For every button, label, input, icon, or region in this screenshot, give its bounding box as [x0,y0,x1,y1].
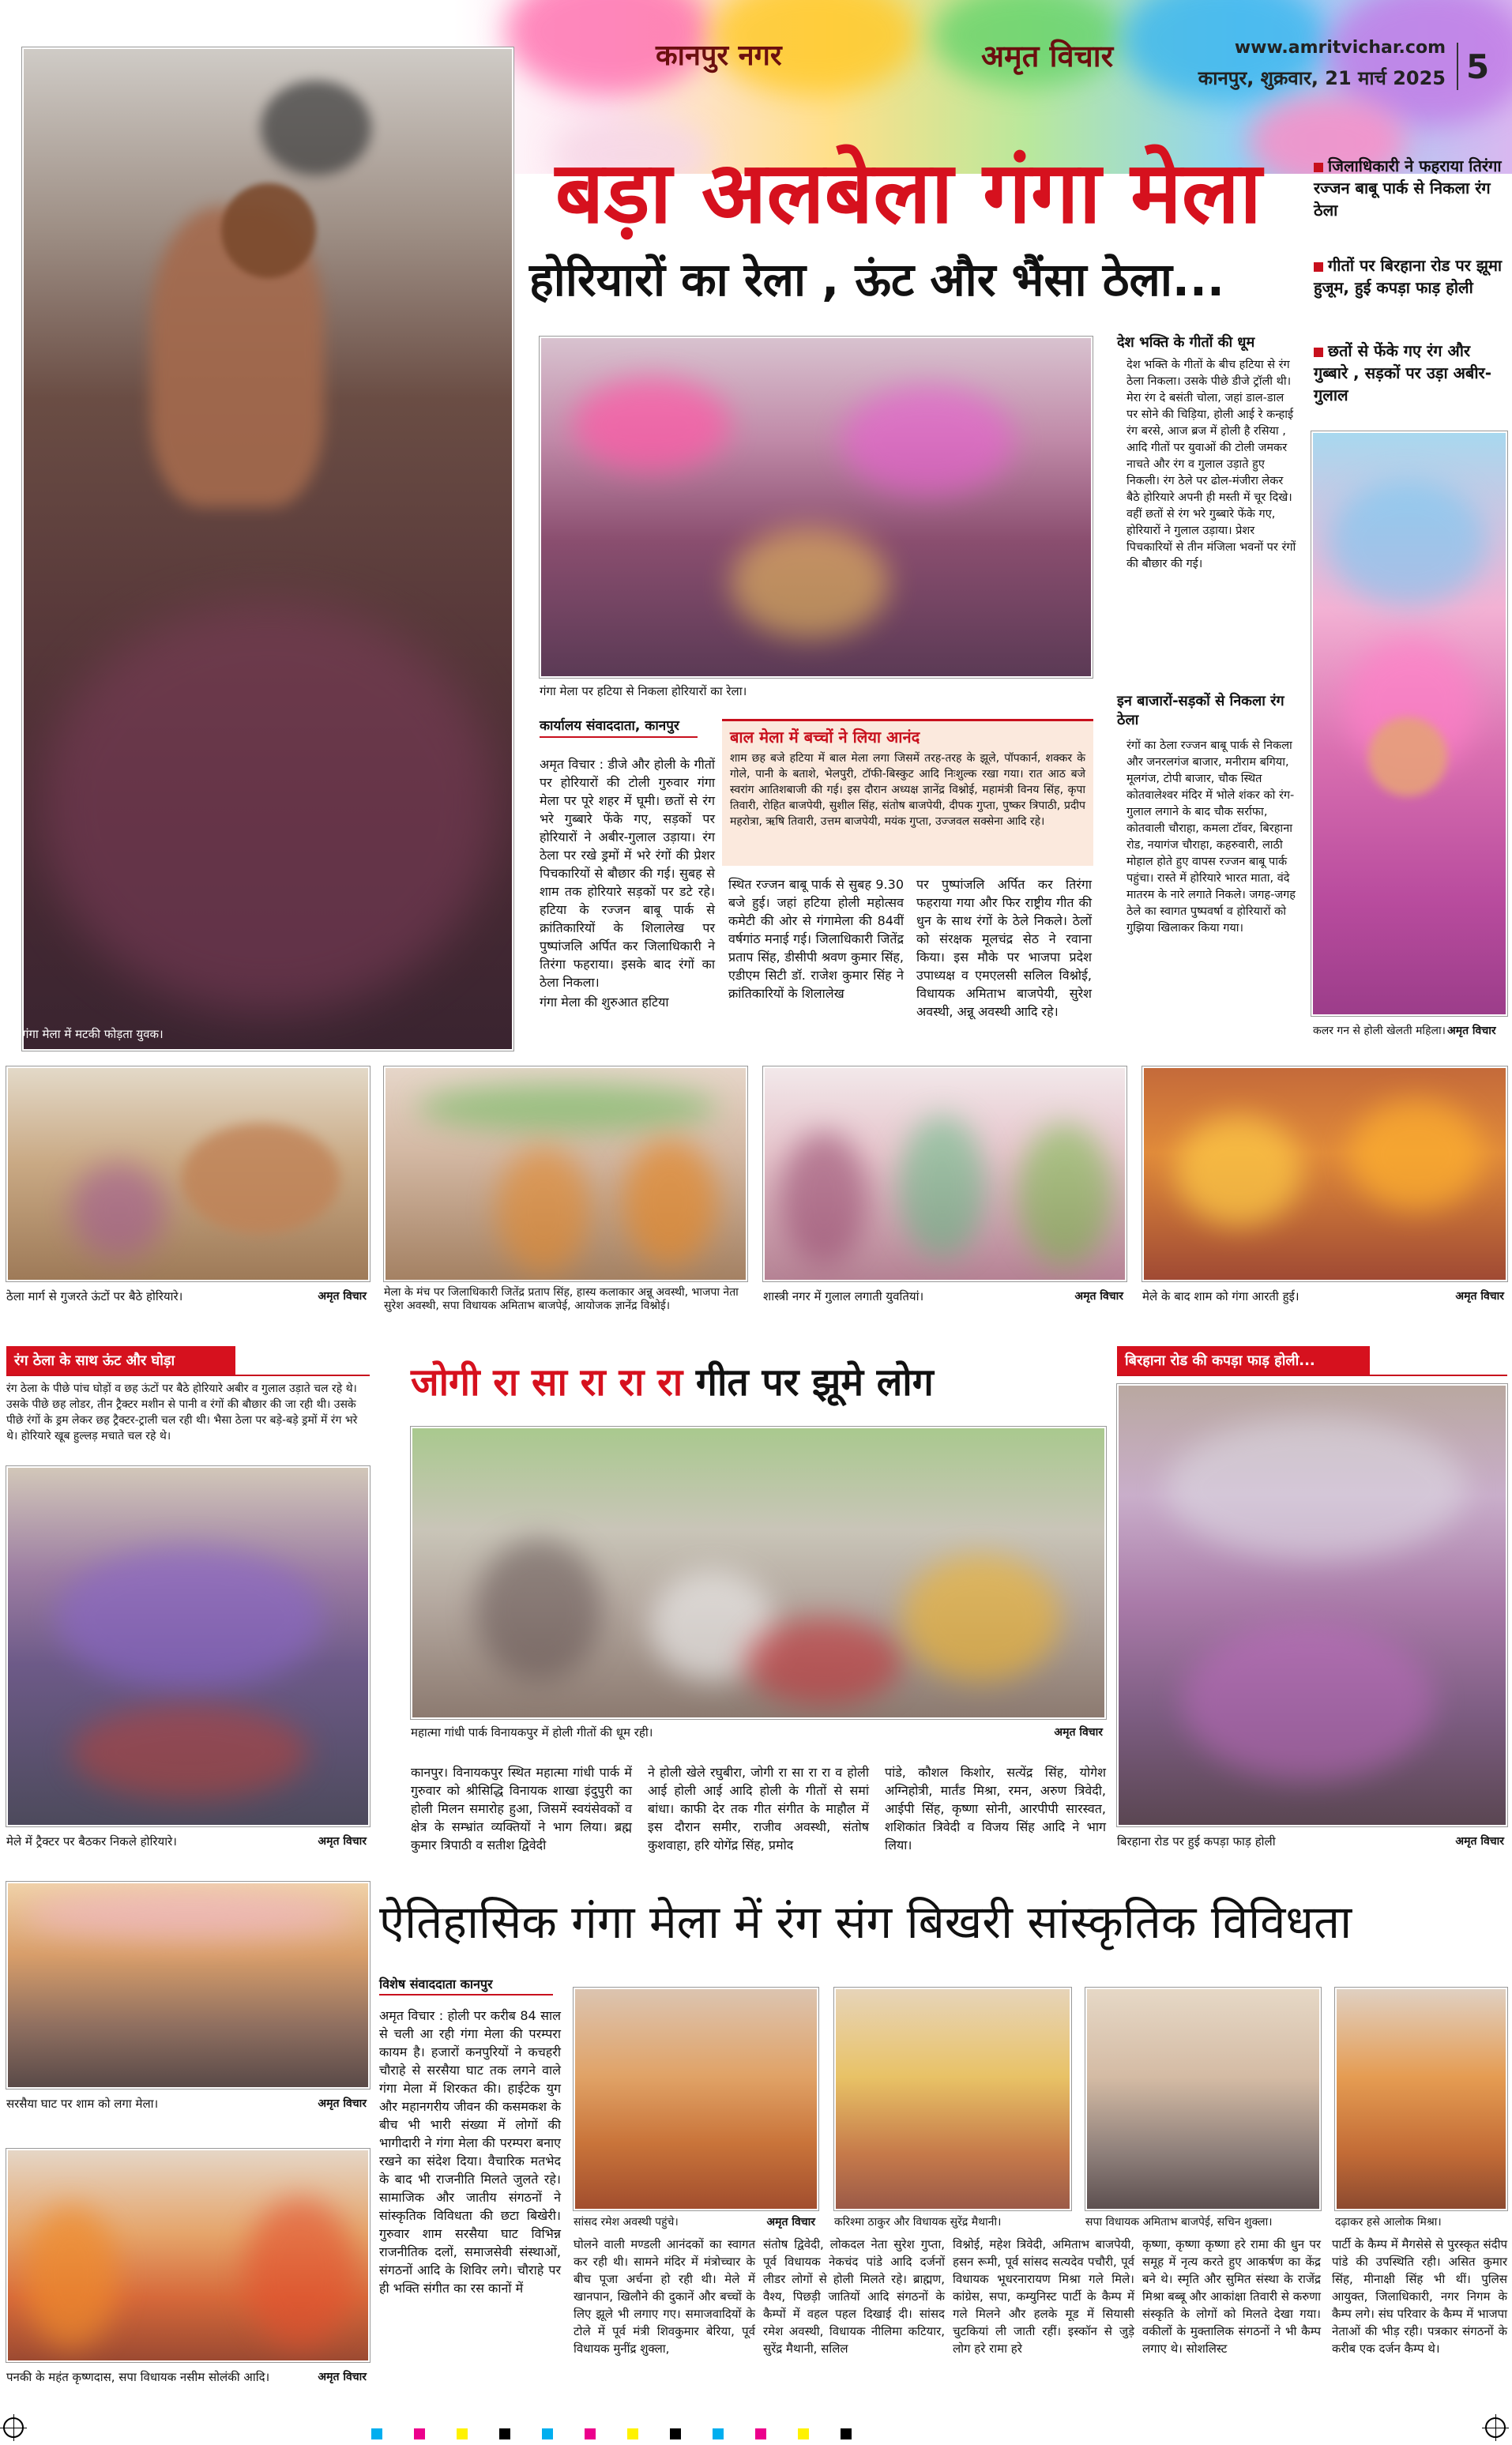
cultural-col6: पार्टी के कैम्प में मैगसेसे से पुरस्कृत संदीप पांडे की उपस्थिति रही। असित कुमार सिंह, मीनाक्षी सिंह भी थीं। पुलिस आयुक्त, जिलाधिकारी, नगर निगम के कैम्प लगे। संघ परिवार के कैम्प में भाजपा नेताओं की भीड़ रही। पत्रकार संगठनों के करीब एक दर्जन कैम्प थे। [1332,2237,1507,2356]
woman-photo-caption: कलर गन से होली खेलती महिला। [1313,1025,1446,1037]
lead-body-col2: स्थित रज्जन बाबू पार्क से सुबह 9.30 बजे हुई। जहां हटिया होली महोत्सव कमेटी की ओर से गंगामेला की 84वीं वर्षगांठ मनाई गई। जिलाधिकारी जितेंद्र प्रताप सिंह, डीसीपी श्रवण कुमार सिंह, एडीएम सिटी डॉ. राजेश कुमार सिंह ने क्रांतिकारियों के शिलालेख [728,877,904,1001]
kids-box-title: बाल मेला में बच्चों ने लिया आनंद [730,728,920,747]
cultural-headline: ऐतिहासिक गंगा मेला में रंग संग बिखरी सांस्कृतिक विविधता [379,1895,1352,1949]
karishma-photo [834,1988,1071,2210]
jogi-col1: कानपुर। विनायकपुर स्थित महात्मा गांधी पार्क में गुरुवार को श्रीसिद्धि विनायक शाखा इंदुपुरी का होली मिलन समारोह हुआ, जिसमें स्वयंसेवकों व क्षेत्र के सम्भ्रांत व्यक्तियों ने भाग लिया। ब्रह्म कुमार त्रिपाठी व सतीश द्विवेदी [411,1765,632,1853]
woman-photo-credit: अमृत विचार [1447,1025,1496,1037]
strip-caption-1: ठेला मार्ग से गुजरते ऊंटों पर बैठे होरियारे। अमृत विचार [6,1289,367,1303]
jogi-photo [411,1427,1106,1719]
website-url[interactable]: www.amritvichar.com [1234,38,1446,58]
song-column: देश भक्ति के गीतों के बीच हटिया से रंग ठेला निकला। उसके पीछे डीजे ट्रॉली थी। मेरा रंग दे बसंती चोला, जहां डाल-डाल पर सोने की चिड़िया, होली आई रे कन्हाई रंग बरसे, आज ब्रज में होली है रसिया , आदि गीतों पर युवाओं की टोली जमकर नाचते और रंग व गुलाल उड़ाते हुए निकली। रंग ठेले पर ढोल-मंजीरा लेकर बैठे होरियारे अपनी ही मस्ती में चूर दिखे। वहीं छतों से रंग भरे गुब्बारे फेंके गए, होरियारों ने गुलाल उड़ाया। प्रेशर पिचकारियों से तीन मंजिला भवनों पर रंगों की बौछार की गई। [1126,359,1296,570]
registration-mark-icon [3,2417,24,2438]
cultural-col3: संतोष द्विवेदी, लोकदल नेता सुरेश गुप्ता, पूर्व विधायक नेकचंद पांडे आदि दर्जनों लीडर लोगों से होली मिलते रहे। ब्राह्मण, वैश्य, पिछड़ी जातियों आदि संगठनों के कैम्पों में वहल पहल दिखाई दी। सांसद रमेश अवस्थी, विधायक नीलिमा कटियार, सुरेंद्र मैथानी, सलिल [763,2237,945,2356]
jogi-col3: पांडे, कौशल किशोर, सत्येंद्र सिंह, योगेश अग्निहोत्री, मार्तंड मिश्रा, रमन, अरुण त्रिवेदी, आईपी सिंह, कृष्णा सोनी, आरपीपी सारस्वत, शशिकांत त्रिवेदी व विजय सिंह आदि ने भाग लिया। [885,1765,1106,1853]
sarsaiya-ghat-photo [6,1882,370,2089]
cultural-col5: कृष्णा, कृष्णा कृष्णा हरे रामा की धुन पर समूह में नृत्य करते हुए आकर्षण का केंद्र बने थे। स्मृति और सुमित संस्था के राजेंद्र मिश्रा बब्बू और आकांक्षा तिवारी से करुणा संस्कृति के लोगों को मिलते देखा गया। वकीलों के मुक्तालिक संगठनों ने भी कैम्प लगाए थे। सोशलिस्ट [1142,2237,1321,2356]
bullet-square-icon [1314,262,1323,272]
lead-subheadline: होरियारों का रेला , ऊंट और भैंसा ठेला... [529,253,1224,307]
aarti-photo [1142,1066,1507,1281]
cultural-byline-rule [379,1994,553,1995]
lead-headline: बड़ा अलबेला गंगा मेला [555,144,1262,243]
market-column: रंगों का ठेला रज्जन बाबू पार्क से निकला और जनरलगंज बाजार, मनीराम बगिया, मूलगंज, टोपी बाजार, चौक स्थित कोतवालेश्वर मंदिर में भोले शंकर को रंग-गुलाल लगाने के बाद चौक सर्राफा, कोतवाली चौराहा, कमला टॉवर, बिरहाना रोड, नयागंज चौराहा, कहरुवारी, लाठी मोहाल होते हुए वापस रज्जन बाबू पार्क पहुंचा। रास्ते में होरियारे भारत माता, वंदे मातरम के नारे लगाते निकले। जगह-जगह ठेले का स्वागत पुष्पवर्षा व होरियारों को गुझिया खिलाकर किया गया। [1126,739,1296,935]
strip-caption-3: शास्त्री नगर में गुलाल लगाती युवतियां। अमृत विचार [763,1289,1123,1303]
tractor-caption: मेले में ट्रैक्टर पर बैठकर निकले होरियारे। अमृत विचार [6,1834,367,1849]
strip-caption-4: मेले के बाद शाम को गंगा आरती हुई। अमृत विचार [1142,1289,1504,1303]
alok-mishra-photo [1335,1988,1507,2210]
cultural-col4: विश्नोई, महेश त्रिवेदी, अमिताभ बाजपेयी, हसन रूमी, पूर्व सांसद सत्यदेव पचौरी, पूर्व विधायक भूधरनारायण मिश्रा गले मिले। कांग्रेस, सपा, कम्युनिस्ट पार्टी के कैम्प में गले मिलने और हलके मूड में सियासी चुटकियां ली जाती रहीं। इस्कॉन से जुड़े लोग हरे रामा हरे [953,2237,1134,2356]
sapa-vidhayak-photo [1085,1988,1321,2210]
section-name: कानपुर नगर [656,39,782,72]
birhana-title-rule [1117,1375,1507,1376]
cultural-byline: विशेष संवाददाता कानपुर [379,1977,493,1992]
birhana-title: बिरहाना रोड की कपड़ा फाड़ होली... [1117,1346,1370,1375]
sarsaiya-caption: सरसैया घाट पर शाम को लगा मेला। अमृत विचार [6,2097,367,2111]
camel-story-text: रंग ठेला के पीछे पांच घोड़ों व छह ऊंटों पर बैठे होरियारे अबीर व गुलाल उड़ाते चल रहे थे। उसके पीछे छह लोडर, तीन ट्रैक्टर मशीन से पानी व रंगों की बौछार की जा रही थी। उसके पीछे रंगों के ड्रम लेकर छह ट्रैक्टर-ट्राली चल रही थी। भैसा ठेला पर बड़े-बड़े ड्रमों में रंग भरे थे। होरियारे खूब हुल्लड़ मचाते चल रहे थे। [6,1382,358,1443]
birhana-photo [1117,1384,1507,1826]
lead-byline: कार्यालय संवाददाता, कानपुर [540,718,679,734]
photo-caption-karishma: करिश्मा ठाकुर और विधायक सुरेंद्र मैथानी। [834,2216,1002,2229]
camel-photo [6,1066,370,1281]
camel-title-rule [6,1375,370,1376]
crowd-photo [540,337,1093,678]
jogi-caption: महात्मा गांधी पार्क विनायकपुर में होली गीतों की धूम रही। अमृत विचार [411,1725,1103,1740]
photo-caption-alok: दढ़ाकर हसे आलोक मिश्रा। [1335,2216,1442,2229]
lead-body-col3: पर पुष्पांजलि अर्पित कर तिरंगा फहराया गया और फिर राष्ट्रीय गीत की धुन के साथ रंगों के ठेले निकले। ठेलों को संरक्षक मूलचंद्र सेठ ने रवाना किया। इस मौके पर भाजपा प्रदेश उपाध्यक्ष व एमएलसी सलिल विश्नोई, विधायक अमिताभ बाजपेयी, सुरेश अवस्थी, अन्नू अवस्थी आदि रहे। [916,877,1092,1019]
kids-box [722,719,1093,866]
bullet-square-icon [1314,348,1323,357]
color-bar-strip [371,2428,1145,2439]
cultural-col2: घोलने वाली मण्डली आनंदकों का स्वागत कर रही थी। सामने मंदिर में मंत्रोच्चार के बीच पूजा अर्चना हो रही थी। मेले में खानपान, खिलौने की दुकानें और बच्चों के लिए झूले भी लगाए गए। समाजवादियों के टोले में पूर्व मंत्री शिवकुमार बेरिया, पूर्व विधायक मुनींद्र शुक्ला, [574,2237,755,2356]
market-subhead: इन बाजारों-सड़कों से निकला रंग ठेला [1117,693,1284,728]
registration-mark-icon [1485,2417,1506,2438]
birhana-caption: बिरहाना रोड पर हुई कपड़ा फाड़ होली अमृत विचार [1117,1834,1504,1849]
mahant-caption: पनकी के महंत कृष्णदास, सपा विधायक नसीम सोलंकी आदि। अमृत विचार [6,2370,367,2384]
lead-body-col1: अमृत विचार : डीजे और होली के गीतों पर होरियारों की टोली गुरुवार गंगा मेला पर पूरे शहर में घूमी। छतों से रंग भरे गुब्बारे फेंके गए, सड़कों पर होरियारों ने अबीर-गुलाल उड़ाया। रंग ठेला पर रखे ड्रमों में भरे रंगों की प्रेशर पिचकारियों से बौछार की गई। सुबह से शाम तक होरियारे सड़कों पर डटे रहे। हटिया के रज्जन बाबू पार्क से क्रांतिकारियों के शिलालेख पर पुष्पांजलि अर्पित कर जिलाधिकारी ने तिरंगा फहराया। इसके बाद रंगों का ठेला निकला। गंगा मेला की शुरुआत हटिया [540,757,715,1010]
bullet-square-icon [1314,163,1323,172]
sidebar-bullet-3: छतों से फेंके गए रंग और गुब्बारे , सड़कों पर उड़ा अबीर-गुलाल [1314,341,1491,404]
jogi-headline: जोगी रा सा रा रा रा गीत पर झूमे लोग [411,1360,934,1405]
jogi-col2: ने होली खेले रघुबीरा, जोगी रा सा रा रा व होली आई होली आई आदि होली के गीतों से समां बांधा। काफी देर तक गीत संगीत के माहौल में इस दौरान समीर, राजीव अवस्थी, संतोष कुशवाहा, हरि योगेंद्र सिंह, प्रमोद [648,1765,869,1853]
strip-caption-2: मेला के मंच पर जिलाधिकारी जितेंद्र प्रताप सिंह, हास्य कलाकार अन्नू अवस्थी, भाजपा नेता सुरेश अवस्थी, सपा विधायक अमिताभ बाजपेई, आयोजक ज्ञानेंद्र विश्नोई। [384,1286,739,1312]
kids-box-text: शाम छह बजे हटिया में बाल मेला लगा जिसमें तरह-तरह के झूले, पॉपकार्न, शक्कर के गोले, पानी के बताशे, भेलपुरी, टॉफी-बिस्कुट आदि निःशुल्क रखा गया। रात आठ बजे स्वरांग आतिशबाजी की गई। इस दौरान अध्यक्ष ज्ञानेंद्र विश्नोई, महामंत्री विनय सिंह, कृपा तिवारी, रोहित बाजपेयी, सुशील सिंह, संतोष बाजपेयी, दीपक गुप्ता, पुष्कर त्रिपाठी, प्रदीप महरोत्रा, ऋषि तिवारी, उत्तम बाजपेयी, मयंक गुप्ता, उज्जवल सक्सेना आदि रहे। [730,752,1085,828]
byline-rule [540,736,698,738]
page-number: 5 [1466,47,1490,86]
cultural-col1: अमृत विचार : होली पर करीब 84 साल से चली आ रही गंगा मेला की परम्परा कायम है। हजारों कनपुरियों ने कचहरी चौराहे से सरसैया घाट तक लगने वाले गंगा मेला में शिरकत की। हाईटेक युग और महानगरीय जीवन की कसमकश के बीच भी भारी संख्या में लोगों की भागीदारी ने गंगा मेला की परम्परा बनाए रखने का संदेश दिया। वैचारिक मतभेद के बाद भी राजनीति मिलते जुलते रहे। सामाजिक और जातीय संगठनों ने सांस्कृतिक विविधता की छटा बिखेरी। गुरुवार शाम सरसैया घाट विभिन्न राजनीतिक दलों, समाजसेवी संस्थाओं, संगठनों आदि के शिविर लगे। चौराहे पर ही भक्ति संगीत का रस कानों में [379,2008,561,2296]
paper-name: अमृत विचार [981,39,1114,73]
color-gun-woman-photo [1311,431,1507,1016]
stage-photo [384,1066,747,1281]
header-divider [1457,43,1458,90]
crowd-photo-caption: गंगा मेला पर हटिया से निकला होरियारों का रेला। [540,684,747,698]
sansad-photo [574,1988,818,2210]
camel-story-title: रंग ठेला के साथ ऊंट और घोड़ा [6,1346,235,1375]
girls-gulal-photo [763,1066,1126,1281]
sidebar-bullet-1: जिलाधिकारी ने फहराया तिरंगा रज्जन बाबू पार्क से निकला रंग ठेला [1314,156,1502,220]
sidebar-bullet-2: गीतों पर बिरहाना रोड पर झूमा हुजूम, हुई कपड़ा फाड़ होली [1314,256,1503,297]
dateline: कानपुर, शुक्रवार, 21 मार्च 2025 [1198,67,1446,89]
song-subhead: देश भक्ति के गीतों की धूम [1117,334,1255,351]
matka-photo [22,47,513,1051]
photo-caption-sansad: सांसद रमेश अवस्थी पहुंचे। अमृत विचार [574,2216,815,2229]
mahant-photo [6,2149,370,2362]
matka-photo-caption: गंगा मेला में मटकी फोड़ता युवक। [22,1027,164,1041]
photo-caption-sapa: सपा विधायक अमिताभ बाजपेई, सचिन शुक्ला। [1085,2216,1273,2229]
tractor-photo [6,1466,370,1826]
